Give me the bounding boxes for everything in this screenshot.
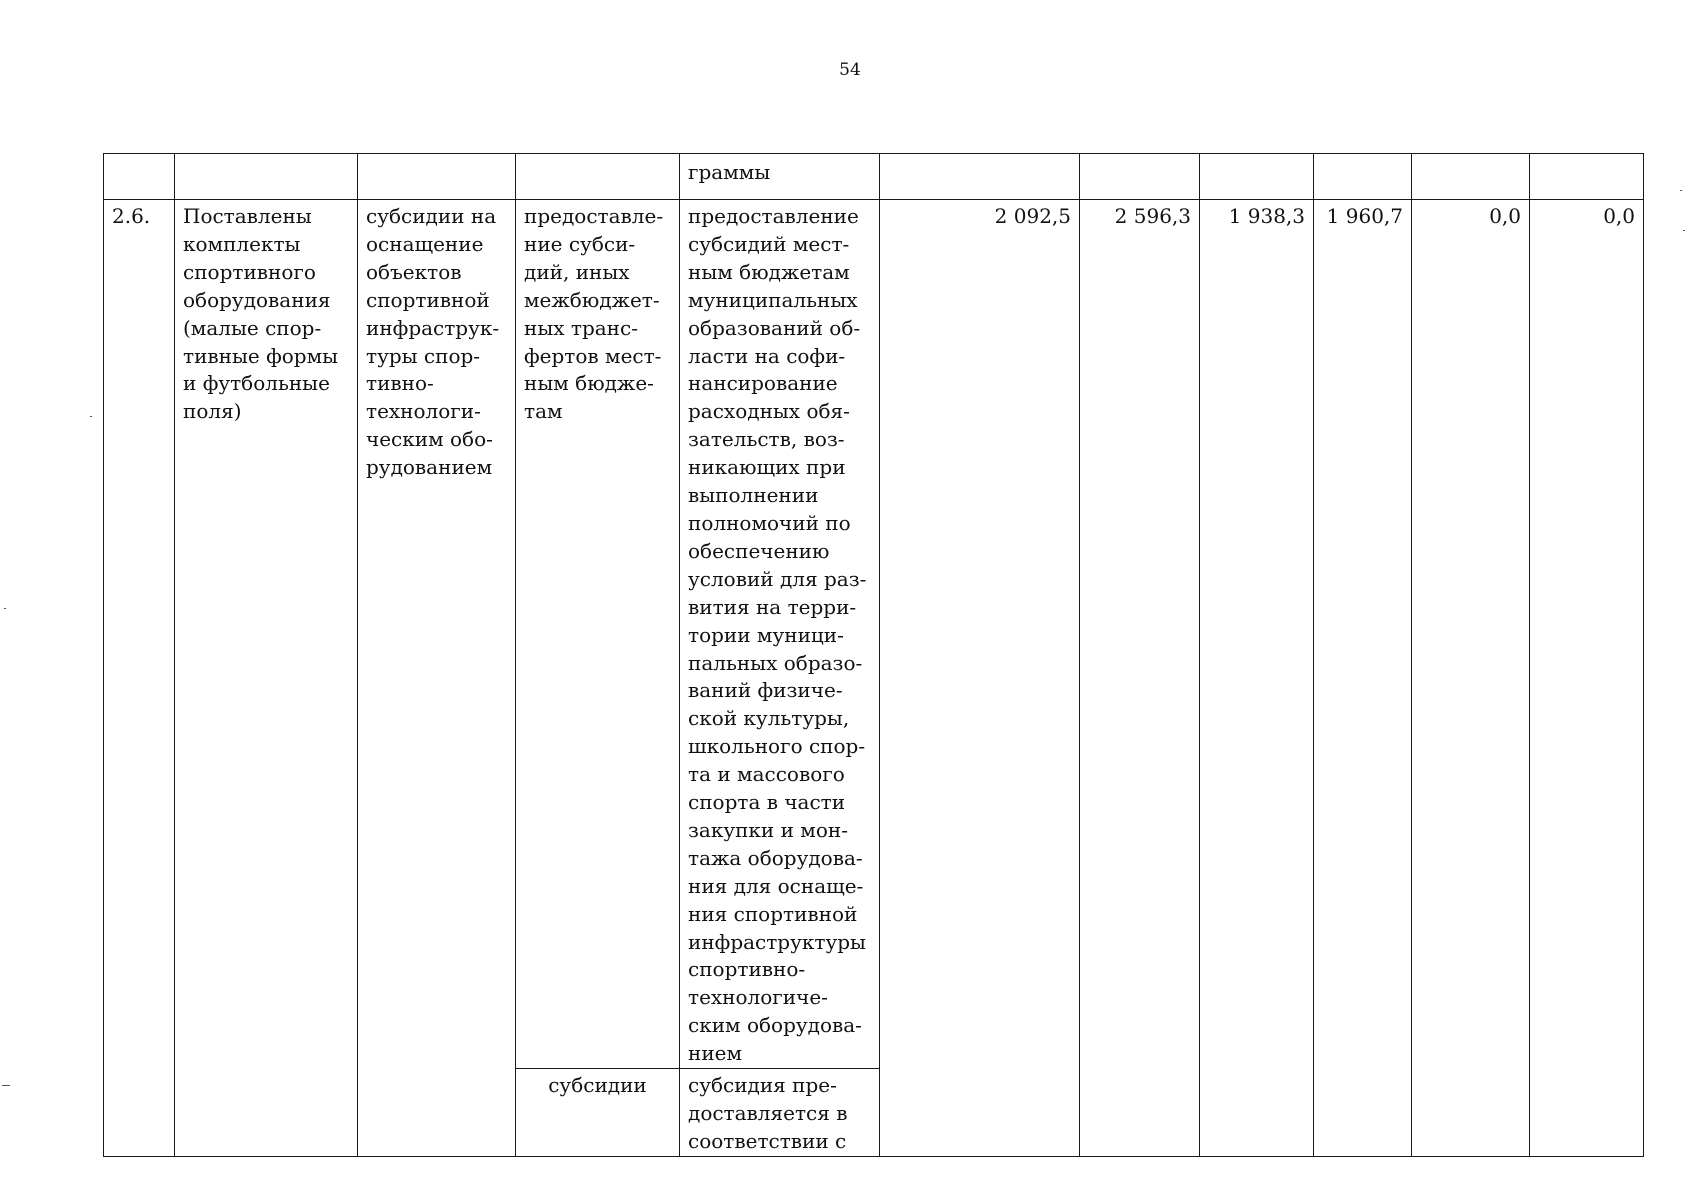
continuation-row xyxy=(104,154,1644,200)
scan-speck xyxy=(1680,190,1682,191)
continuation-cell: граммы xyxy=(680,154,880,200)
cell-empty xyxy=(1314,154,1412,200)
result-cell: Поставлены комплекты спортивного оборудования (малые спор- тивные формы и футбольные поля) xyxy=(175,200,358,1157)
scan-speck xyxy=(1683,230,1685,231)
value-cell: 0,0 xyxy=(1412,200,1530,1157)
value-cell: 2 092,5 xyxy=(880,200,1080,1157)
cell-empty xyxy=(1080,154,1200,200)
table-row xyxy=(104,200,1644,1069)
value-cell: 2 596,3 xyxy=(1080,200,1200,1157)
program-table xyxy=(103,153,1644,1157)
cell-empty xyxy=(358,154,516,200)
scan-speck xyxy=(90,416,92,417)
sub-mechanism-cell: субсидии xyxy=(516,1069,680,1157)
cell-empty xyxy=(1200,154,1314,200)
row-number-cell: 2.6. xyxy=(104,200,175,1157)
value-cell: 1 960,7 xyxy=(1314,200,1412,1157)
mechanism-cell: предоставле- ние субси- дий, иных межбюджет- ных транс- фертов мест- ным бюдже- там xyxy=(516,200,680,1069)
cell-empty xyxy=(104,154,175,200)
measure-cell: субсидии на оснащение объектов спортивной инфраструк- туры спор- тивно- технологи- ческим обо- рудованием xyxy=(358,200,516,1157)
cell-empty xyxy=(516,154,680,200)
sub-description-cell: субсидия пре- доставляется в соответствии с xyxy=(680,1069,880,1157)
page-number: 54 xyxy=(839,60,861,80)
cell-empty xyxy=(1412,154,1530,200)
cell-empty xyxy=(175,154,358,200)
value-cell: 1 938,3 xyxy=(1200,200,1314,1157)
description-cell: предоставление субсидий мест- ным бюджетам муниципальных образований об- ласти на софи- нансирование расходных обя- зательств, воз- никающих при выполнении полномочий по обеспечению условий для раз- вития на терри- тории муници- пальных образо- ваний физиче- ской культуры, школьного спор- та и массового спорта в части закупки и мон- тажа оборудова- ния для оснаще- ния спортивной инфраструктуры спортивно- технологиче- ским оборудова- нием xyxy=(680,200,880,1069)
value-cell: 0,0 xyxy=(1530,200,1644,1157)
cell-empty xyxy=(880,154,1080,200)
cell-empty xyxy=(1530,154,1644,200)
scan-speck xyxy=(4,608,6,609)
scan-speck xyxy=(2,1085,10,1086)
